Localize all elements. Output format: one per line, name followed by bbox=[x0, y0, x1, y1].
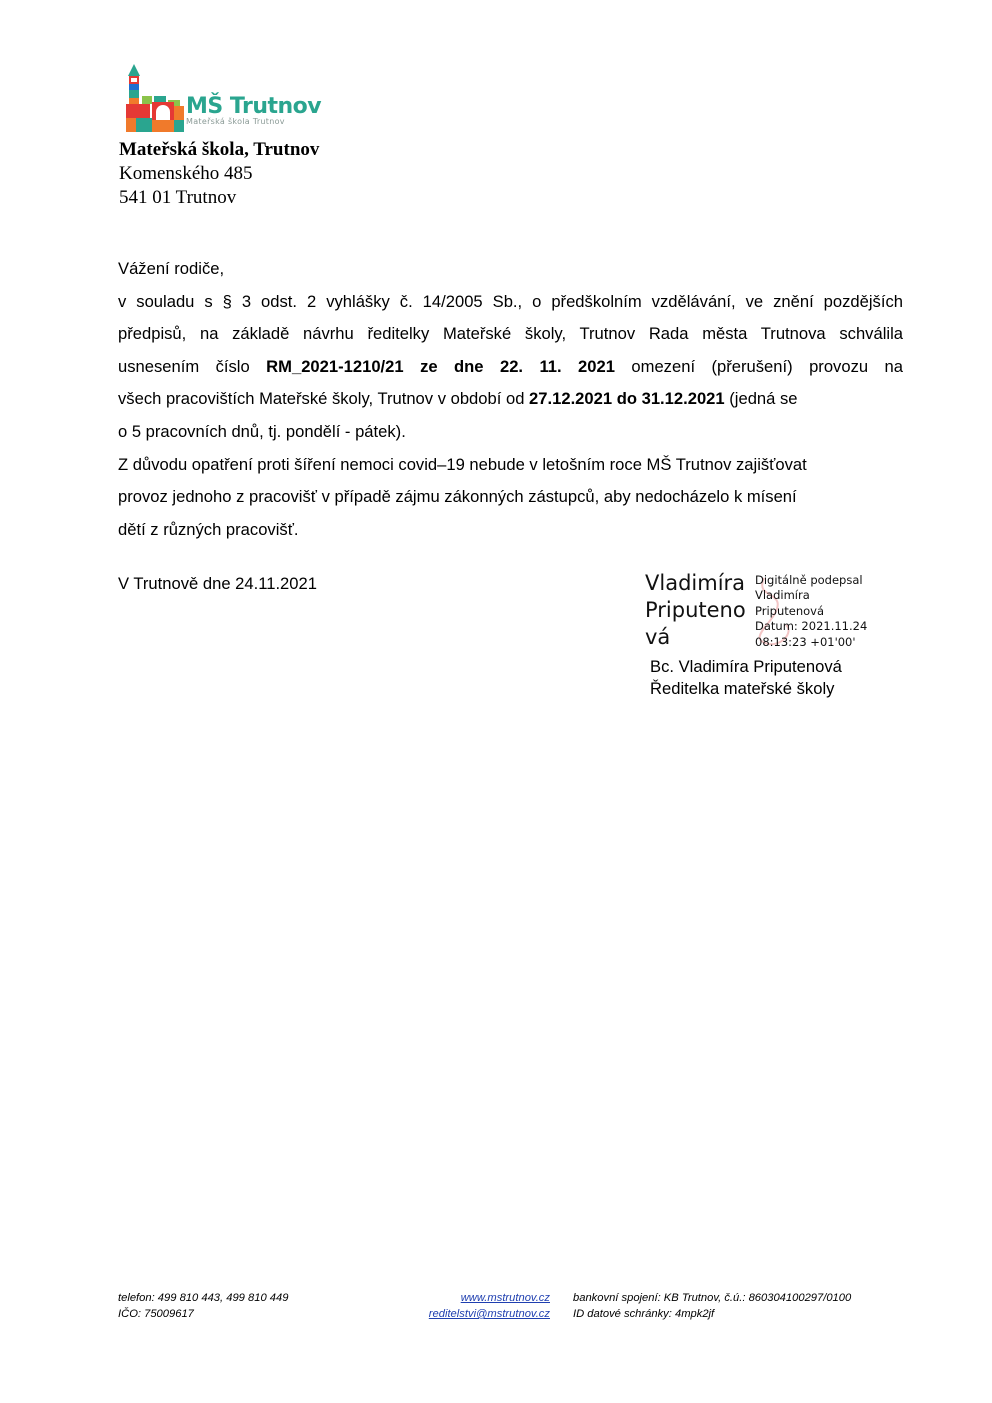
signer-title: Ředitelka mateřské školy bbox=[650, 679, 835, 698]
signature-info-line: Vladimíra bbox=[755, 588, 810, 603]
signature-info-line: Digitálně podepsal bbox=[755, 573, 863, 587]
website-link[interactable]: www.mstrutnov.cz bbox=[460, 1292, 550, 1304]
signature-name-line: vá bbox=[645, 625, 671, 649]
castle-blocks-icon bbox=[124, 64, 188, 136]
school-address bbox=[119, 138, 319, 210]
footer-ico: IČO: 75009617 bbox=[118, 1308, 194, 1320]
signer-name: Bc. Vladimíra Priputenová bbox=[650, 657, 842, 676]
school-name: Mateřská škola, Trutnov bbox=[119, 139, 320, 160]
footer-phone: telefon: 499 810 443, 499 810 449 bbox=[118, 1292, 289, 1304]
paragraph-line: dětí z různých pracovišť. bbox=[118, 519, 299, 539]
paragraph-line: předpisů, na základě návrhu ředitelky Mateřské školy, Trutnov Rada města Trutnova schválila bbox=[118, 324, 903, 344]
closure-period: 27.12.2021 do 31.12.2021 bbox=[529, 389, 725, 409]
paragraph-line: v souladu s § 3 odst. 2 vyhlášky č. 14/2005 Sb., o předškolním vzdělávání, ve znění pozdějších bbox=[118, 291, 903, 311]
signature-date: Datum: 2021.11.24 bbox=[755, 619, 868, 634]
email-link[interactable]: reditelstvi@mstrutnov.cz bbox=[428, 1308, 550, 1320]
logo-subtitle: Mateřská škola Trutnov bbox=[186, 117, 285, 126]
paragraph-line: o 5 pracovních dnů, tj. pondělí - pátek). bbox=[118, 421, 406, 441]
footer-databox: ID datové schránky: 4mpk2jf bbox=[573, 1308, 715, 1320]
paragraph-line bbox=[118, 351, 903, 384]
resolution-number: RM_2021-1210/21 ze dne 22. 11. 2021 bbox=[266, 356, 615, 376]
greeting: Vážení rodiče, bbox=[118, 259, 225, 278]
letter-body bbox=[118, 253, 903, 546]
digital-signature bbox=[644, 570, 914, 710]
school-street: Komenského 485 bbox=[119, 163, 253, 184]
paragraph-line: provoz jednoho z pracovišť v případě zájmu zákonných zástupců, aby nedocházelo k mísení bbox=[118, 487, 797, 507]
text-span: usnesením číslo bbox=[118, 356, 267, 376]
signature-info-line: Priputenová bbox=[755, 603, 825, 618]
signature-name-line: Vladimíra bbox=[645, 571, 746, 595]
school-logo bbox=[120, 64, 320, 140]
logo-title: MŠ Trutnov bbox=[186, 94, 322, 119]
paragraph-line: Z důvodu opatření proti šíření nemoci covid–19 nebude v letošním roce MŠ Trutnov zajišťovat bbox=[118, 454, 807, 474]
footer-bank: bankovní spojení: KB Trutnov, č.ú.: 860304100297/0100 bbox=[573, 1292, 852, 1304]
place-date: V Trutnově dne 24.11.2021 bbox=[118, 574, 317, 593]
signature-name-line: Priputeno bbox=[645, 598, 746, 622]
text-span: všech pracovištích Mateřské školy, Trutnov v období od bbox=[118, 389, 530, 409]
paragraph-line bbox=[118, 383, 903, 416]
text-span: (jedná se bbox=[724, 389, 798, 409]
signature-time: 08:13:23 +01'00' bbox=[755, 634, 856, 649]
school-city: 541 01 Trutnov bbox=[119, 187, 237, 208]
text-span: omezení (přerušení) provozu na bbox=[614, 356, 904, 376]
